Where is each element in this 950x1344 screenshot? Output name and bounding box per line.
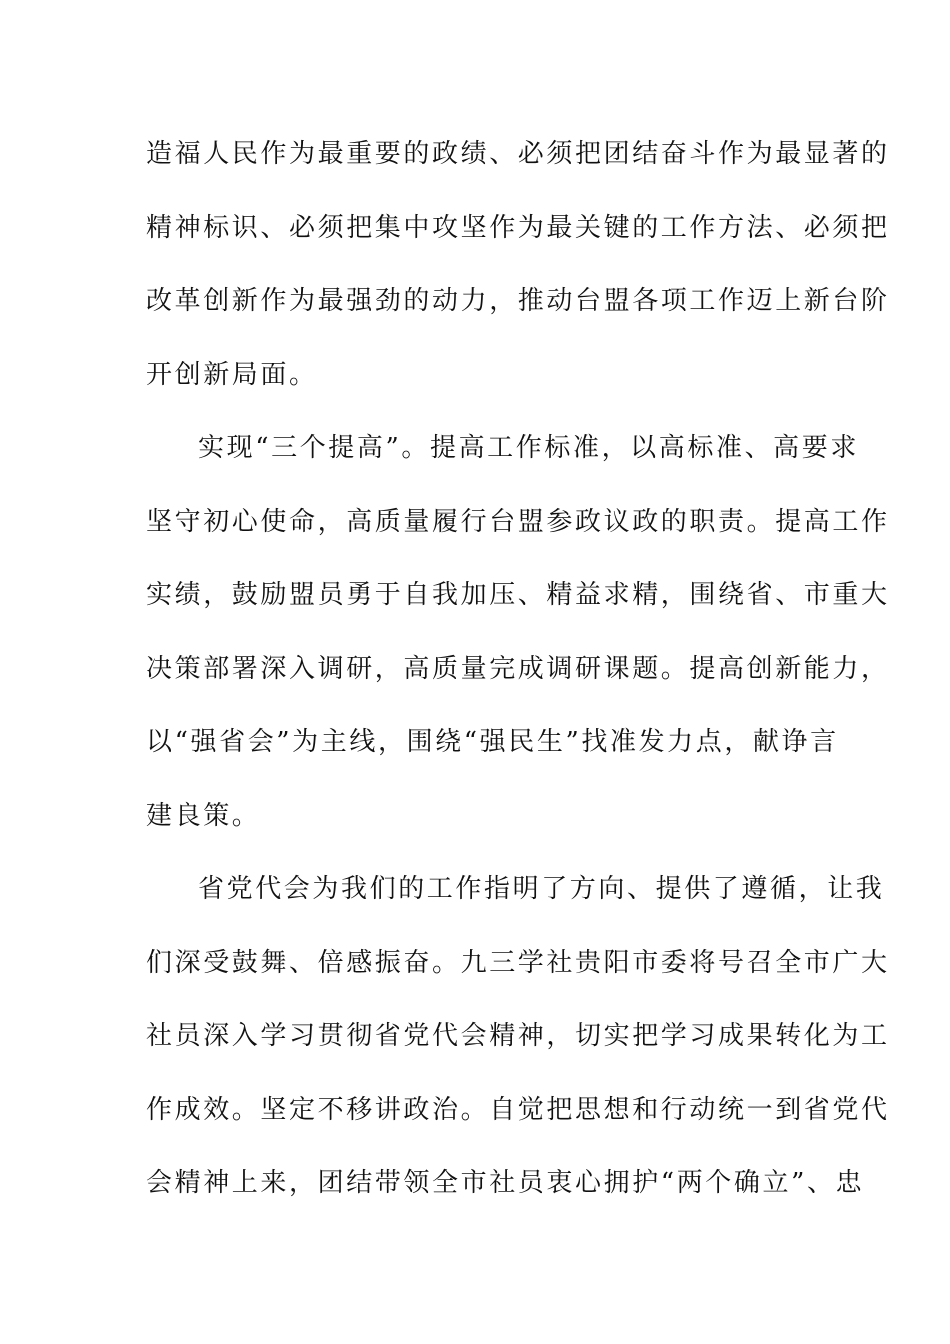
text-line: 实绩，鼓励盟员勇于自我加压、精益求精，围绕省、市重大 xyxy=(146,580,890,610)
document-body-text xyxy=(146,128,890,1231)
text-line: 精神标识、必须把集中攻坚作为最关键的工作方法、必须把 xyxy=(146,212,890,243)
text-line: 改革创新作为最强劲的动力，推动台盟各项工作迈上新台阶 xyxy=(146,286,890,316)
text-line: 开创新局面。 xyxy=(146,359,318,390)
text-line: 们深受鼓舞、倍感振奋。九三学社贵阳市委将号召全市广大 xyxy=(146,947,890,978)
text-line: 造福人民作为最重要的政绩、必须把团结奋斗作为最显著的 xyxy=(146,139,890,169)
text-line: 建良策。 xyxy=(146,800,261,831)
paragraph-first-line: 省党代会为我们的工作指明了方向、提供了遵循，让我 xyxy=(198,874,885,904)
text-line: 决策部署深入调研，高质量完成调研课题。提高创新能力， xyxy=(146,653,890,684)
text-line: 作成效。坚定不移讲政治。自觉把思想和行动统一到省党代 xyxy=(146,1094,890,1125)
text-line: 坚守初心使命，高质量履行台盟参政议政的职责。提高工作 xyxy=(146,506,890,537)
paragraph-first-line: 实现“三个提高”。提高工作标准，以高标准、高要求 xyxy=(198,433,859,463)
text-line: 社员深入学习贯彻省党代会精神，切实把学习成果转化为工 xyxy=(146,1021,890,1051)
text-line: 以“强省会”为主线，围绕“强民生”找准发力点，献诤言 xyxy=(146,727,839,757)
text-line: 会精神上来，团结带领全市社员衷心拥护“两个确立”、忠 xyxy=(146,1168,865,1198)
